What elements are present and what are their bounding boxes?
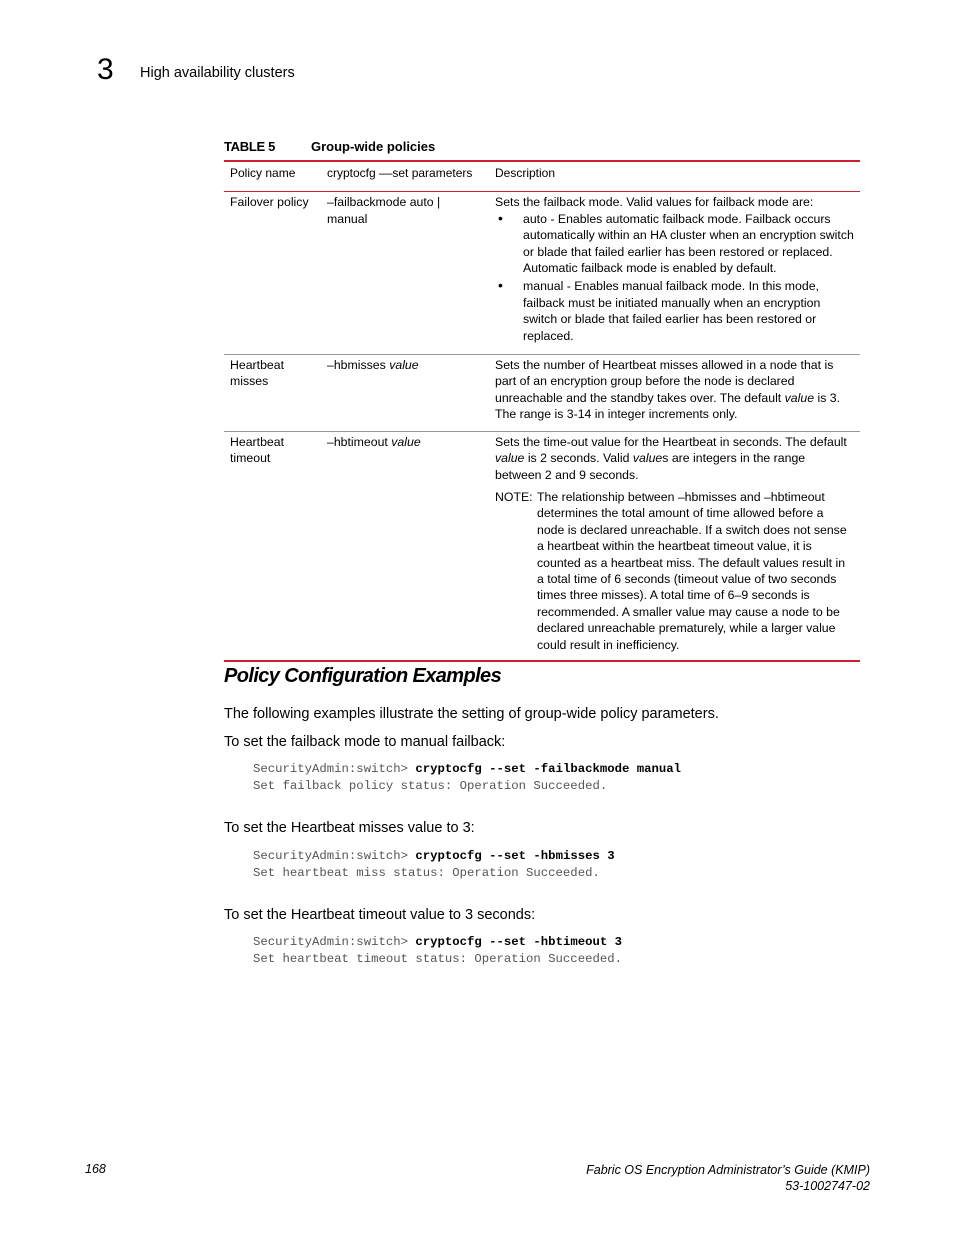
- footer-doc-info: [586, 1162, 870, 1194]
- note-keyword: –hbtimeout: [763, 489, 825, 504]
- table-row: [224, 192, 860, 355]
- option-text: - Enables automatic failback mode. Failback occurs automatically within an HA cluster when an encryption switch or blade that failed earlier has been restored or replaced. Automatic failback mode is enabled by default.: [523, 211, 854, 276]
- bullet-list: [495, 211, 854, 344]
- note-label: NOTE:: [495, 489, 533, 504]
- description-text: Sets the number of Heartbeat misses allowed in a node that is part of an encryption group before the node is declared unreachable and the standby takes over. The default: [495, 358, 834, 405]
- option-keyword: auto: [523, 211, 547, 226]
- example-lead: To set the failback mode to manual failback:: [224, 734, 506, 750]
- note-text: determines the total amount of time allowed before a node is declared unreachable. If a switch does not sense a heartbeat within the heartbeat timeout value, it is counted as a heartbeat miss. The default values result in a total time of 6 seconds (timeout value of two seconds times three misses). A total time of 6–9 seconds is recommended. A smaller value may cause a node to be declared unreachable prematurely, while a larger value could result in inefficiency.: [537, 506, 847, 652]
- note-block: [495, 489, 854, 653]
- column-header: Policy name: [224, 161, 321, 192]
- code-output: Set heartbeat timeout status: Operation Succeeded.: [253, 952, 622, 966]
- column-header: Description: [489, 161, 860, 192]
- description-emphasis: value: [784, 390, 815, 405]
- code-prompt: SecurityAdmin:switch>: [253, 762, 416, 776]
- table-header-row: [224, 161, 860, 192]
- list-item: [495, 278, 854, 344]
- code-output: Set heartbeat miss status: Operation Succeeded.: [253, 866, 600, 880]
- parameter-value: value: [389, 358, 419, 373]
- parameter-keyword: –hbtimeout: [327, 434, 388, 449]
- code-command: cryptocfg --set -hbmisses 3: [415, 849, 615, 863]
- description-text: [495, 434, 854, 483]
- description-emphasis: value: [632, 451, 663, 466]
- policy-name: Heartbeat misses: [224, 355, 321, 432]
- bullet-icon: •: [498, 277, 503, 294]
- description-text: is 2 seconds. Valid: [524, 451, 633, 466]
- doc-number: 53-1002747-02: [785, 1179, 870, 1193]
- code-prompt: SecurityAdmin:switch>: [253, 849, 416, 863]
- note-body: [537, 489, 854, 653]
- table-row: [224, 355, 860, 432]
- bullet-icon: •: [498, 209, 503, 226]
- chapter-title: High availability clusters: [140, 65, 295, 81]
- policy-description: [489, 192, 860, 355]
- table-title: Group-wide policies: [311, 139, 436, 154]
- code-block: [253, 848, 615, 882]
- code-command: cryptocfg --set -hbtimeout 3: [415, 935, 622, 949]
- policy-parameter: [321, 355, 489, 432]
- list-item: [495, 211, 854, 277]
- column-header: cryptocfg ––set parameters: [321, 161, 489, 192]
- section-heading: Policy Configuration Examples: [224, 665, 502, 687]
- option-keyword: manual: [523, 279, 564, 294]
- table-row: [224, 431, 860, 661]
- section-intro: The following examples illustrate the setting of group-wide policy parameters.: [224, 706, 719, 722]
- description-text: s are integers in the range between 2 and 9 seconds.: [495, 451, 806, 482]
- code-prompt: SecurityAdmin:switch>: [253, 935, 416, 949]
- code-command: cryptocfg --set -failbackmode manual: [415, 762, 682, 776]
- policies-table: [224, 160, 860, 662]
- policy-description: [489, 431, 860, 661]
- description-intro: Sets the failback mode. Valid values for failback mode are:: [495, 195, 814, 210]
- parameter-keyword: –failbackmode auto | manual: [327, 195, 441, 226]
- description-text: Sets the time-out value for the Heartbeat in seconds. The default: [495, 434, 847, 449]
- policy-parameter: [321, 431, 489, 661]
- policy-parameter: [321, 192, 489, 355]
- code-block: [253, 761, 681, 795]
- example-lead: To set the Heartbeat misses value to 3:: [224, 820, 475, 836]
- note-text: and: [736, 489, 764, 504]
- description-text: is 3. The range is 3-14 in integer increments only.: [495, 390, 841, 422]
- policy-name: Failover policy: [224, 192, 321, 355]
- option-text: - Enables manual failback mode. In this mode, failback must be initiated manually when an encryption switch or blade that failed earlier has been restored or replaced.: [523, 279, 821, 343]
- chapter-number: 3: [97, 53, 114, 86]
- note-text: The relationship between: [537, 489, 678, 504]
- code-block: [253, 934, 622, 968]
- table-label: TABLE 5: [224, 139, 276, 154]
- parameter-value: value: [391, 434, 421, 449]
- example-lead: To set the Heartbeat timeout value to 3 seconds:: [224, 907, 536, 923]
- note-keyword: –hbmisses: [677, 489, 737, 504]
- parameter-keyword: –hbmisses: [327, 358, 386, 373]
- policy-description: [489, 355, 860, 432]
- doc-title: Fabric OS Encryption Administrator’s Guide (KMIP): [586, 1163, 870, 1177]
- code-output: Set failback policy status: Operation Succeeded.: [253, 779, 608, 793]
- policy-name: Heartbeat timeout: [224, 431, 321, 661]
- table-caption: [224, 139, 435, 154]
- description-emphasis: value: [495, 451, 525, 466]
- page-number: 168: [85, 1162, 106, 1176]
